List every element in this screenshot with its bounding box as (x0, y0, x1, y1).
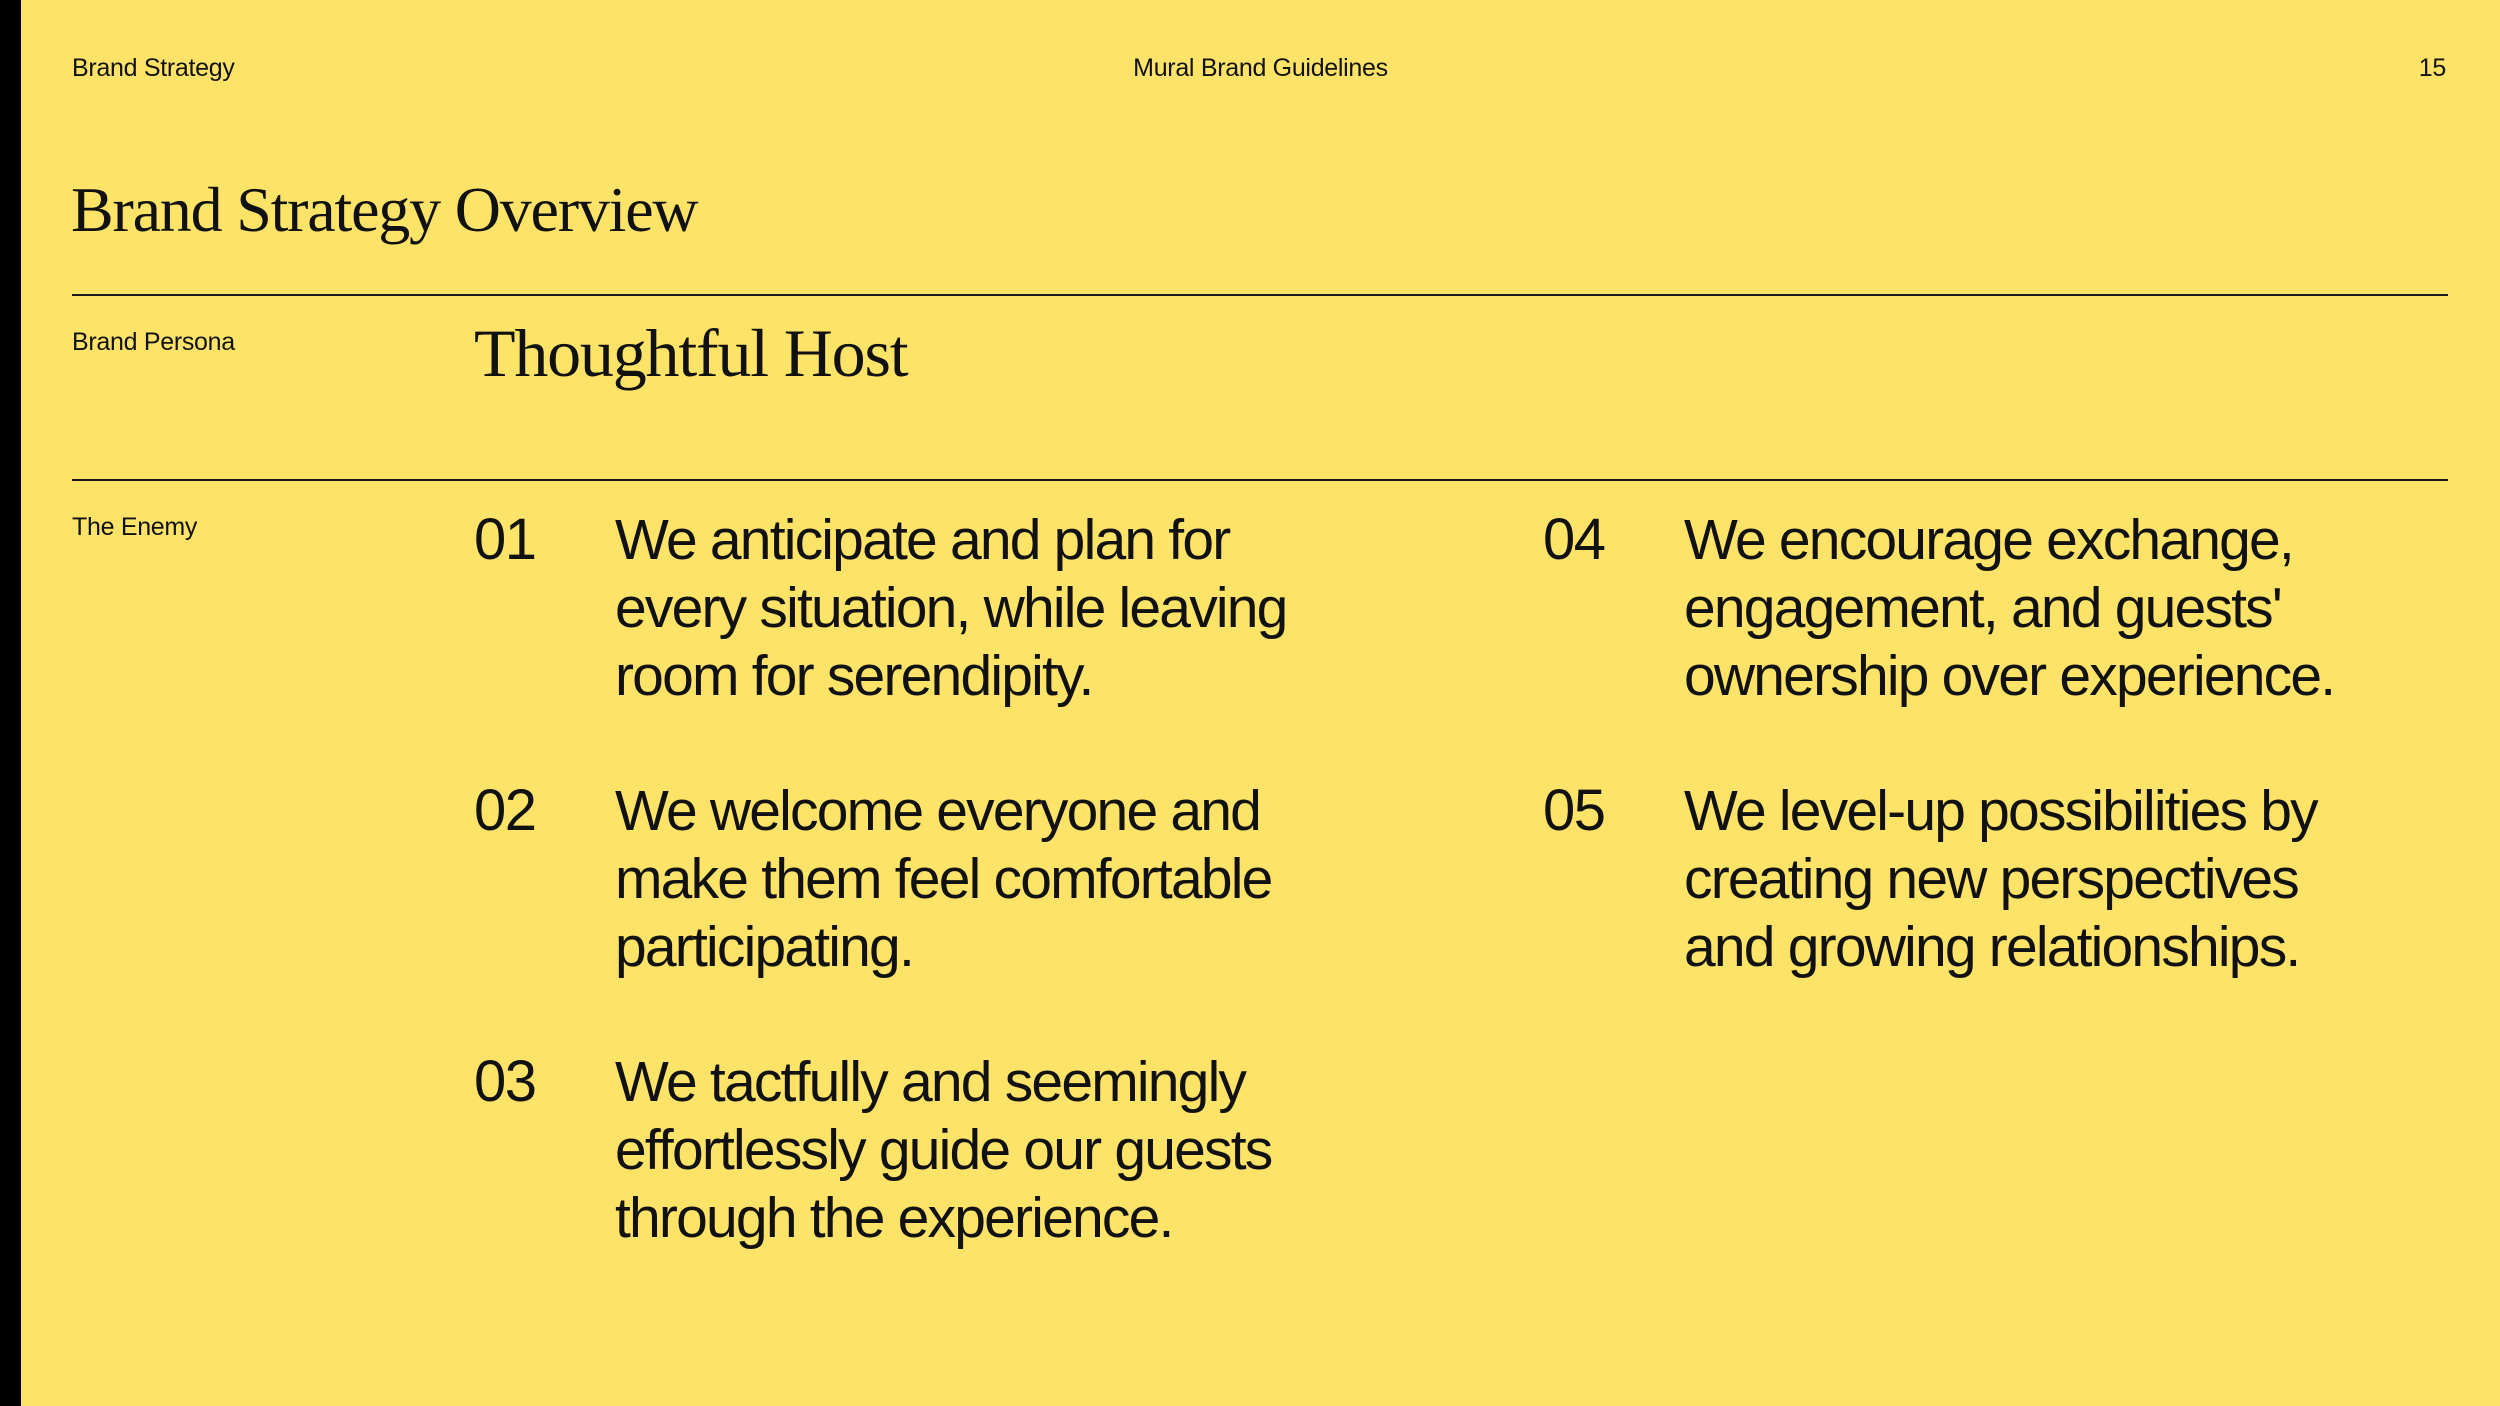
item-text: We tactfully and seemingly effortlessly guide our guests through the experience. (615, 1050, 1272, 1250)
divider (72, 479, 2448, 481)
item-text: We welcome everyone and make them feel comfortable participating. (615, 779, 1272, 979)
brand-persona-label: Brand Persona (72, 328, 235, 356)
document-title: Mural Brand Guidelines (1133, 54, 1388, 82)
enemy-item-05 (1543, 777, 2317, 997)
page-number: 15 (2418, 54, 2446, 82)
enemy-item-04 (1543, 506, 2335, 726)
item-number: 02 (474, 778, 536, 843)
enemy-item-03 (474, 1048, 1272, 1268)
brand-persona-title: Thoughtful Host (474, 315, 908, 391)
item-text: We level-up possibilities by creating new perspectives and growing relationships. (1684, 779, 2317, 979)
slide (21, 0, 2500, 1406)
enemy-item-01 (474, 506, 1287, 726)
item-number: 05 (1543, 778, 1605, 843)
item-text: We encourage exchange, engagement, and guests' ownership over experience. (1684, 508, 2335, 708)
section-name: Brand Strategy (72, 54, 235, 82)
enemy-item-02 (474, 777, 1272, 997)
item-number: 04 (1543, 507, 1605, 572)
page-title: Brand Strategy Overview (71, 174, 698, 245)
divider (72, 294, 2448, 296)
item-number: 03 (474, 1049, 536, 1114)
item-number: 01 (474, 507, 536, 572)
item-text: We anticipate and plan for every situation, while leaving room for serendipity. (615, 508, 1287, 708)
the-enemy-label: The Enemy (72, 513, 198, 541)
